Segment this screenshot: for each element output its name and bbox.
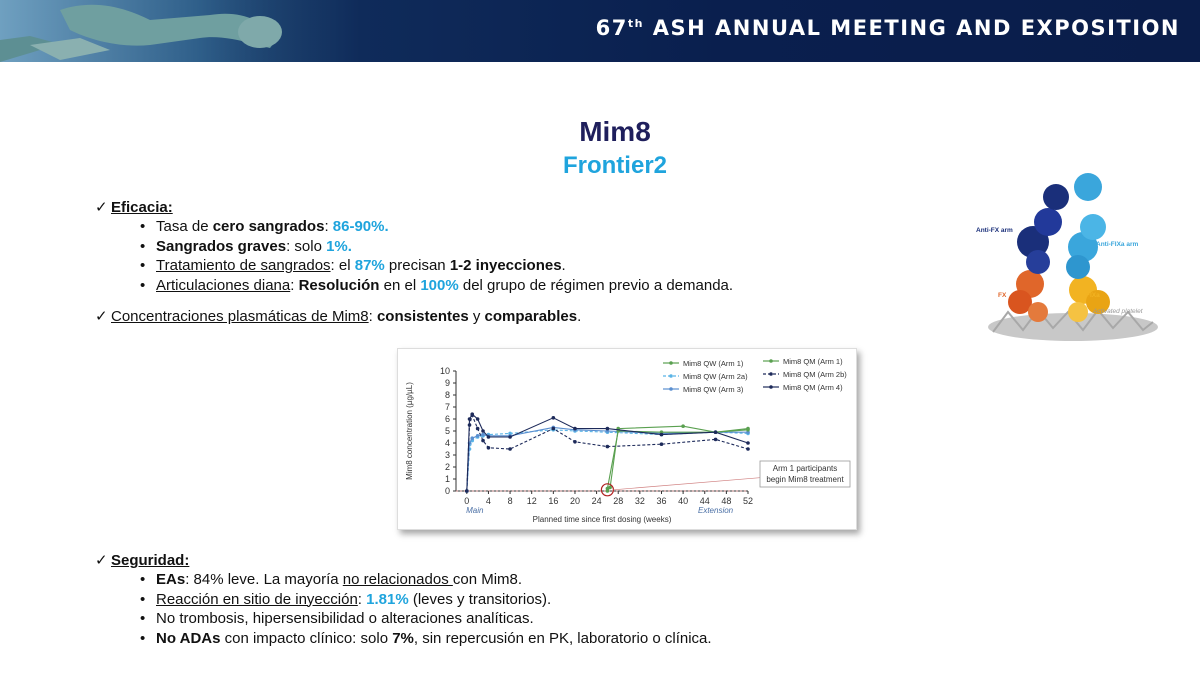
x-tick-label: 16 — [548, 496, 559, 506]
safety-heading: ✓ Seguridad: — [95, 552, 190, 569]
y-tick-label: 2 — [444, 462, 450, 472]
series-line-5 — [467, 414, 748, 491]
x-tick-label: 20 — [569, 496, 580, 506]
mim8-molecule-figure — [968, 162, 1168, 342]
check-icon: ✓ — [95, 552, 108, 569]
series-line-3 — [607, 430, 748, 489]
legend-marker — [769, 372, 773, 376]
list-item: • Reacción en sitio de inyección: 1.81% (leves y transitorios). — [140, 590, 552, 608]
x-tick-label: 12 — [526, 496, 537, 506]
statue-photo — [0, 0, 330, 62]
annotation-text: begin Mim8 treatment — [766, 475, 844, 484]
list-item: • Tasa de cero sangrados: 86-90%. — [140, 218, 389, 235]
data-point — [487, 435, 491, 439]
data-point — [481, 439, 485, 443]
y-tick-label: 10 — [439, 366, 450, 376]
list-item: • No trombosis, hipersensibilidad o alteraciones analíticas. — [140, 610, 534, 627]
data-point — [481, 429, 485, 433]
fx-label: FX — [998, 292, 1007, 299]
pk-chart — [398, 349, 858, 531]
data-point — [746, 441, 750, 445]
y-tick-label: 0 — [444, 486, 450, 496]
data-point — [660, 442, 664, 446]
annotation-leader-line — [613, 477, 768, 490]
x-tick-label: 52 — [742, 496, 754, 506]
legend-label: Mim8 QM (Arm 4) — [783, 383, 843, 392]
data-point — [476, 434, 480, 438]
safety-list — [140, 570, 712, 648]
legend-marker — [769, 359, 773, 363]
anti-fx-arm — [1017, 184, 1069, 274]
data-point — [487, 446, 491, 450]
slide-title: Mim8 — [579, 116, 651, 147]
y-tick-label: 9 — [444, 378, 450, 388]
data-point — [508, 435, 512, 439]
data-point — [606, 445, 610, 449]
anti-fx-label: Anti-FX arm — [976, 227, 1013, 234]
list-item: • Tratamiento de sangrados: el 87% precisan 1-2 inyecciones. — [140, 257, 566, 274]
data-point — [465, 489, 469, 493]
data-point — [470, 412, 474, 416]
pk-chart-panel — [397, 348, 857, 530]
x-tick-label: 28 — [613, 496, 624, 506]
legend-marker — [669, 387, 673, 391]
data-point — [606, 487, 610, 491]
data-point — [573, 440, 577, 444]
y-tick-label: 5 — [444, 426, 450, 436]
legend-label: Mim8 QW (Arm 2a) — [683, 372, 748, 381]
plasma-line: ✓ Concentraciones plasmáticas de Mim8: consistentes y comparables. — [95, 308, 582, 325]
x-axis-label: Planned time since first dosing (weeks) — [532, 515, 672, 524]
list-item: • Sangrados graves: solo 1%. — [140, 237, 352, 255]
y-axis-label: Mim8 concentration (µg/µL) — [405, 382, 414, 480]
y-tick-label: 4 — [444, 438, 450, 448]
legend-marker — [669, 361, 673, 365]
x-tick-label: 40 — [678, 496, 689, 506]
data-point — [746, 447, 750, 451]
phase-label-extension: Extension — [697, 506, 734, 515]
legend-marker — [669, 374, 673, 378]
data-point — [714, 430, 718, 434]
data-point — [476, 427, 480, 431]
x-tick-label: 8 — [507, 496, 513, 506]
header-banner — [0, 0, 1200, 62]
data-point — [508, 447, 512, 451]
y-tick-label: 1 — [444, 474, 450, 484]
list-item: • Articulaciones diana: Resolución en el 100% del grupo de régimen previo a demanda. — [140, 276, 734, 294]
data-point — [714, 438, 718, 442]
legend-label: Mim8 QM (Arm 1) — [783, 357, 843, 366]
fx-domain — [1008, 270, 1048, 322]
legend-label: Mim8 QM (Arm 2b) — [783, 370, 847, 379]
data-point — [660, 433, 664, 437]
x-tick-label: 4 — [485, 496, 491, 506]
x-tick-label: 44 — [699, 496, 710, 506]
y-tick-label: 3 — [444, 450, 450, 460]
data-point — [468, 417, 472, 421]
x-tick-label: 24 — [591, 496, 602, 506]
y-tick-label: 8 — [444, 390, 450, 400]
platelet-label: Activated platelet — [1093, 308, 1143, 315]
data-point — [476, 417, 480, 421]
data-point — [573, 427, 577, 431]
data-point — [552, 427, 556, 431]
y-tick-label: 7 — [444, 402, 450, 412]
legend-marker — [769, 385, 773, 389]
data-point — [681, 424, 685, 428]
anti-fixa-label: Anti-FIXa arm — [1096, 241, 1139, 248]
check-icon: ✓ — [95, 199, 108, 216]
efficacy-heading: ✓ Eficacia: — [95, 199, 173, 216]
legend-label: Mim8 QW (Arm 3) — [683, 385, 744, 394]
data-point — [552, 416, 556, 420]
x-tick-label: 0 — [464, 496, 470, 506]
anti-fixa-arm — [1066, 173, 1106, 279]
data-point — [606, 427, 610, 431]
data-point — [746, 428, 750, 432]
y-tick-label: 6 — [444, 414, 450, 424]
x-tick-label: 32 — [634, 496, 645, 506]
legend-label: Mim8 QW (Arm 1) — [683, 359, 744, 368]
phase-label-main: Main — [466, 506, 484, 515]
list-item: • No ADAs con impacto clínico: solo 7%, sin repercusión en PK, laboratorio o clínica. — [140, 629, 712, 647]
series-line-4 — [467, 415, 748, 491]
data-point — [481, 433, 485, 437]
list-item: • EAs: 84% leve. La mayoría no relacionados con Mim8. — [140, 571, 523, 588]
data-point — [470, 436, 474, 440]
meeting-title: 67th ASH ANNUAL MEETING AND EXPOSITION — [595, 16, 1180, 40]
efficacy-list — [140, 217, 733, 295]
fixa-label: FIXa — [1086, 292, 1100, 299]
x-tick-label: 48 — [721, 496, 732, 506]
x-tick-label: 36 — [656, 496, 667, 506]
annotation-text: Arm 1 participants — [772, 464, 838, 473]
slide-subtitle: Frontier2 — [562, 152, 667, 179]
check-icon: ✓ — [95, 308, 108, 325]
